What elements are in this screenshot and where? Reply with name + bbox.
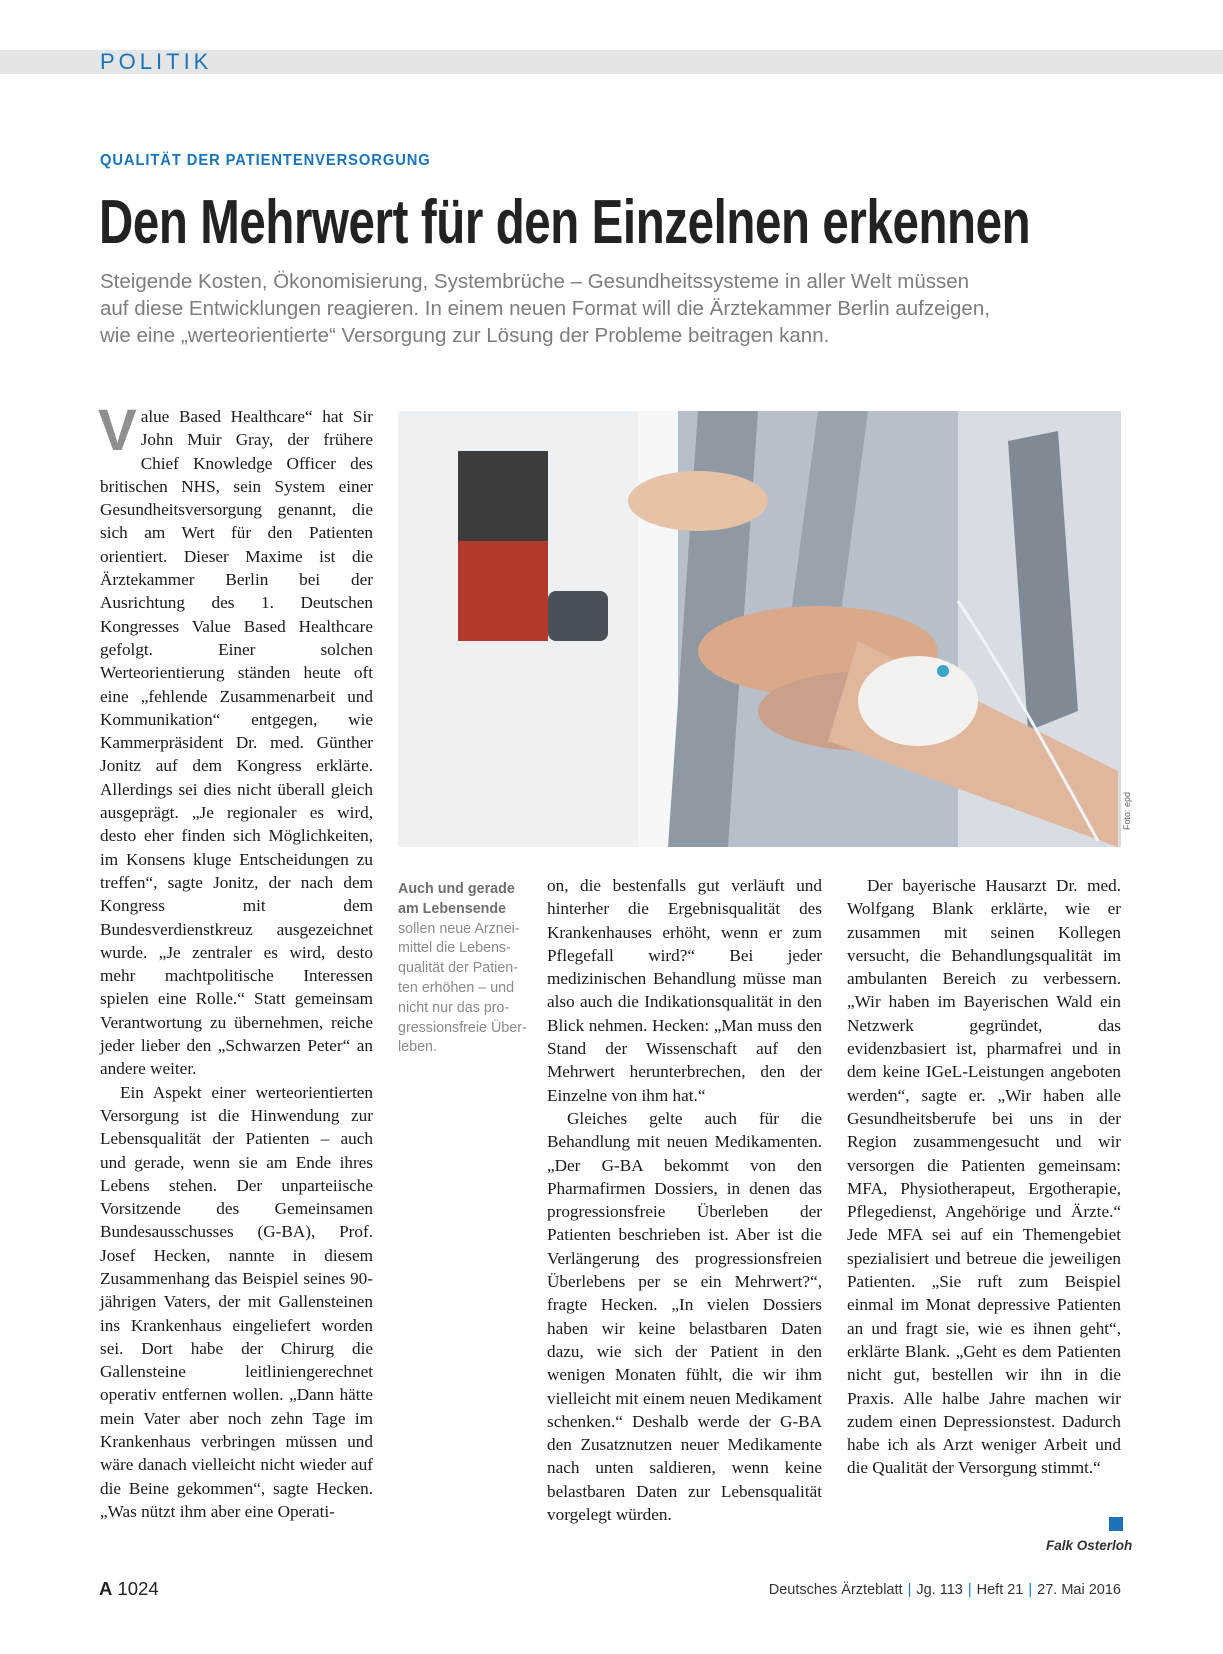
paragraph: on, die bestenfalls gut verläuft und hinterher die Ergebnisqualität des Krankenhauses erhöht, wenn er zum Pflegefall wird?“ Bei jeder medizinischen Behandlung müsse man also auch die Indikationsqualität in den Blick nehmen. Hecken: „Man muss den Stand der Wissenschaft auf den Mehrwert herunterbrechen, den der Einzelne von ihm hat.“: [547, 876, 822, 1105]
caption-line: sollen neue Arznei-: [398, 920, 520, 937]
paragraph-text: alue Based Healthcare“ hat Sir John Muir Gray, der frühere Chief Knowledge Officer des britischen NHS, sein System einer Gesundheitsversorgung genannt, die sich am Wert für den Patienten orientiert. Dieser Maxime ist die Ärztekammer Berlin bei der Ausrichtung des 1. Deutschen Kongresses Value Based Healthcare gefolgt. Einer solchen Werteorientierung ständen heute oft eine „fehlende Zusammenarbeit und Kommunikation“ entgegen, wie Kammerpräsident Dr. med. Günther Jonitz auf dem Kongress erklärte. Allerdings sei dies nicht überall gleich ausgeprägt. „Je regionaler es wird, desto eher finden sich Möglichkeiten, im Konsens kluge Entscheidungen zu treffen“, sagte Jonitz, der nach dem Kongress mit dem Bundesverdienstkreuz ausgezeichnet wurde. „Je zentraler es wird, desto mehr machtpolitische Interessen spielen eine Rolle.“ Statt gemeinsam Verantwortung zu übernehmen, reiche jeder lieber den „Schwarzen Peter“ an andere weiter.: [100, 407, 373, 1079]
photo-credit: Foto: epd: [1122, 791, 1132, 830]
paragraph: Gleiches gelte auch für die Behandlung mit neuen Medikamenten. „Der G-BA bekommt von den Pharmafirmen Dossiers, in denen das progressionsfreie Überleben der Patienten beschrieben ist. Aber ist die Verlängerung des progressionsfreien Überlebens per se ein Mehrwert?“, fragte Hecken. „In vielen Dossiers haben wir keine belastbaren Daten dazu, wie sich der Patient in den wenigen Monaten fühlt, die wir ihm vielleicht mit einem neuen Medikament schenken.“ Deshalb werde der G-BA den Zusatznutzen neuer Medikamente nach unten saldieren, wenn keine belastbaren Daten zur Lebensqualität vorgelegt würden.: [547, 1108, 822, 1525]
caption-line: qualität der Patien-: [398, 960, 519, 977]
caption-line: mittel die Lebens-: [398, 940, 511, 957]
article-column-1: [98, 398, 373, 1523]
caption-line: leben.: [398, 1039, 437, 1056]
separator: |: [967, 1582, 972, 1598]
end-of-article-mark: [1109, 1517, 1123, 1531]
dropcap: V: [98, 398, 137, 463]
lead-line: wie eine „werteorientierte“ Versorgung zur Lösung der Probleme beitragen kann.: [100, 324, 830, 347]
paragraph: [98, 398, 373, 1081]
headline: Den Mehrwert für den Einzelnen erkennen: [99, 188, 1031, 257]
volume: Jg. 113: [916, 1582, 963, 1598]
lead-line: auf diese Entwicklungen reagieren. In einem neuen Format will die Ärztekammer Berlin aufzeigen,: [100, 297, 990, 320]
paragraph: Ein Aspekt einer werteorientierten Versorgung ist die Hinwendung zur Lebensqualität der Patienten – auch und gerade, wenn sie am Ende ihres Lebens stehen. Der unparteiische Vorsitzende des Gemeinsamen Bundesausschusses (G-BA), Prof. Josef Hecken, nannte in diesem Zusammenhang das Beispiel seines 90-jährigen Vaters, der mit Gallensteinen ins Krankenhaus eingeliefert worden sei. Dort habe der Chirurg die Gallensteine leitliniengerechnet operativ entfernen wollen. „Dann hätte mein Vater aber noch zehn Tage im Krankenhaus verbringen müssen und wäre danach vielleicht nicht wieder auf die Beine gekommen“, sagte Hecken. „Was nützt ihm aber eine Operati-: [100, 1082, 373, 1521]
caption-headline: Auch und gerade: [398, 881, 515, 897]
photo-caption: [398, 880, 528, 1058]
page-prefix: A: [99, 1578, 113, 1599]
article-column-3: [847, 874, 1121, 1480]
page-number-value: 1024: [117, 1578, 159, 1599]
photo-illustration: [398, 411, 1121, 847]
section-label: POLITIK: [100, 49, 213, 74]
kicker: QUALITÄT DER PATIENTENVERSORGUNG: [100, 152, 431, 169]
caption-line: nicht nur das pro-: [398, 999, 510, 1016]
caption-headline: am Lebensende: [398, 900, 507, 917]
lead: [100, 268, 1130, 349]
page-number: [99, 1578, 159, 1600]
author-byline: Falk Osterloh: [1046, 1538, 1133, 1553]
journal-name: Deutsches Ärzteblatt: [768, 1582, 903, 1598]
publication-info: [769, 1582, 1121, 1598]
caption-line: ten erhöhen – und: [398, 979, 515, 996]
issue: Heft 21: [976, 1582, 1024, 1598]
separator: |: [907, 1582, 912, 1598]
issue-date: 27. Mai 2016: [1037, 1582, 1121, 1598]
article-column-2: [547, 874, 822, 1526]
paragraph: Der bayerische Hausarzt Dr. med. Wolfgang Blank erklärte, wie er zusammen mit seinen Kollegen versucht, die Behandlungsqualität im ambulanten Bereich zu verbessern. „Wir haben im Bayerischen Wald ein Netzwerk gegründet, das evidenzbasiert ist, pharmafrei und in dem keine IGeL-Leistungen angeboten werden“, sagte er. „Wir haben alle Gesundheitsberufe bei uns in der Region zusammengesucht und wir versorgen die Patienten gemeinsam: MFA, Physiotherapeut, Ergotherapie, Pflegedienst, Angehörige und Ärzte.“ Jede MFA sei auf ein Themengebiet spezialisiert und betreue die jeweiligen Patienten. „Sie ruft zum Beispiel einmal im Monat depressive Patienten an und fragt sie, wie es ihnen geht“, erklärte Blank. „Geht es dem Patienten nicht gut, bestellen wir ihn in die Praxis. Alle halbe Jahre machen wir zudem einen Depressionstest. Dadurch habe ich als Arzt weniger Arbeit und die Qualität der Versorgung stimmt.“: [847, 876, 1121, 1478]
lead-line: Steigende Kosten, Ökonomisierung, Systembrüche – Gesundheitssysteme in aller Welt müssen: [100, 270, 970, 293]
article-photo: [398, 411, 1121, 847]
caption-line: gressionsfreie Über-: [398, 1019, 527, 1036]
separator: |: [1028, 1582, 1033, 1598]
